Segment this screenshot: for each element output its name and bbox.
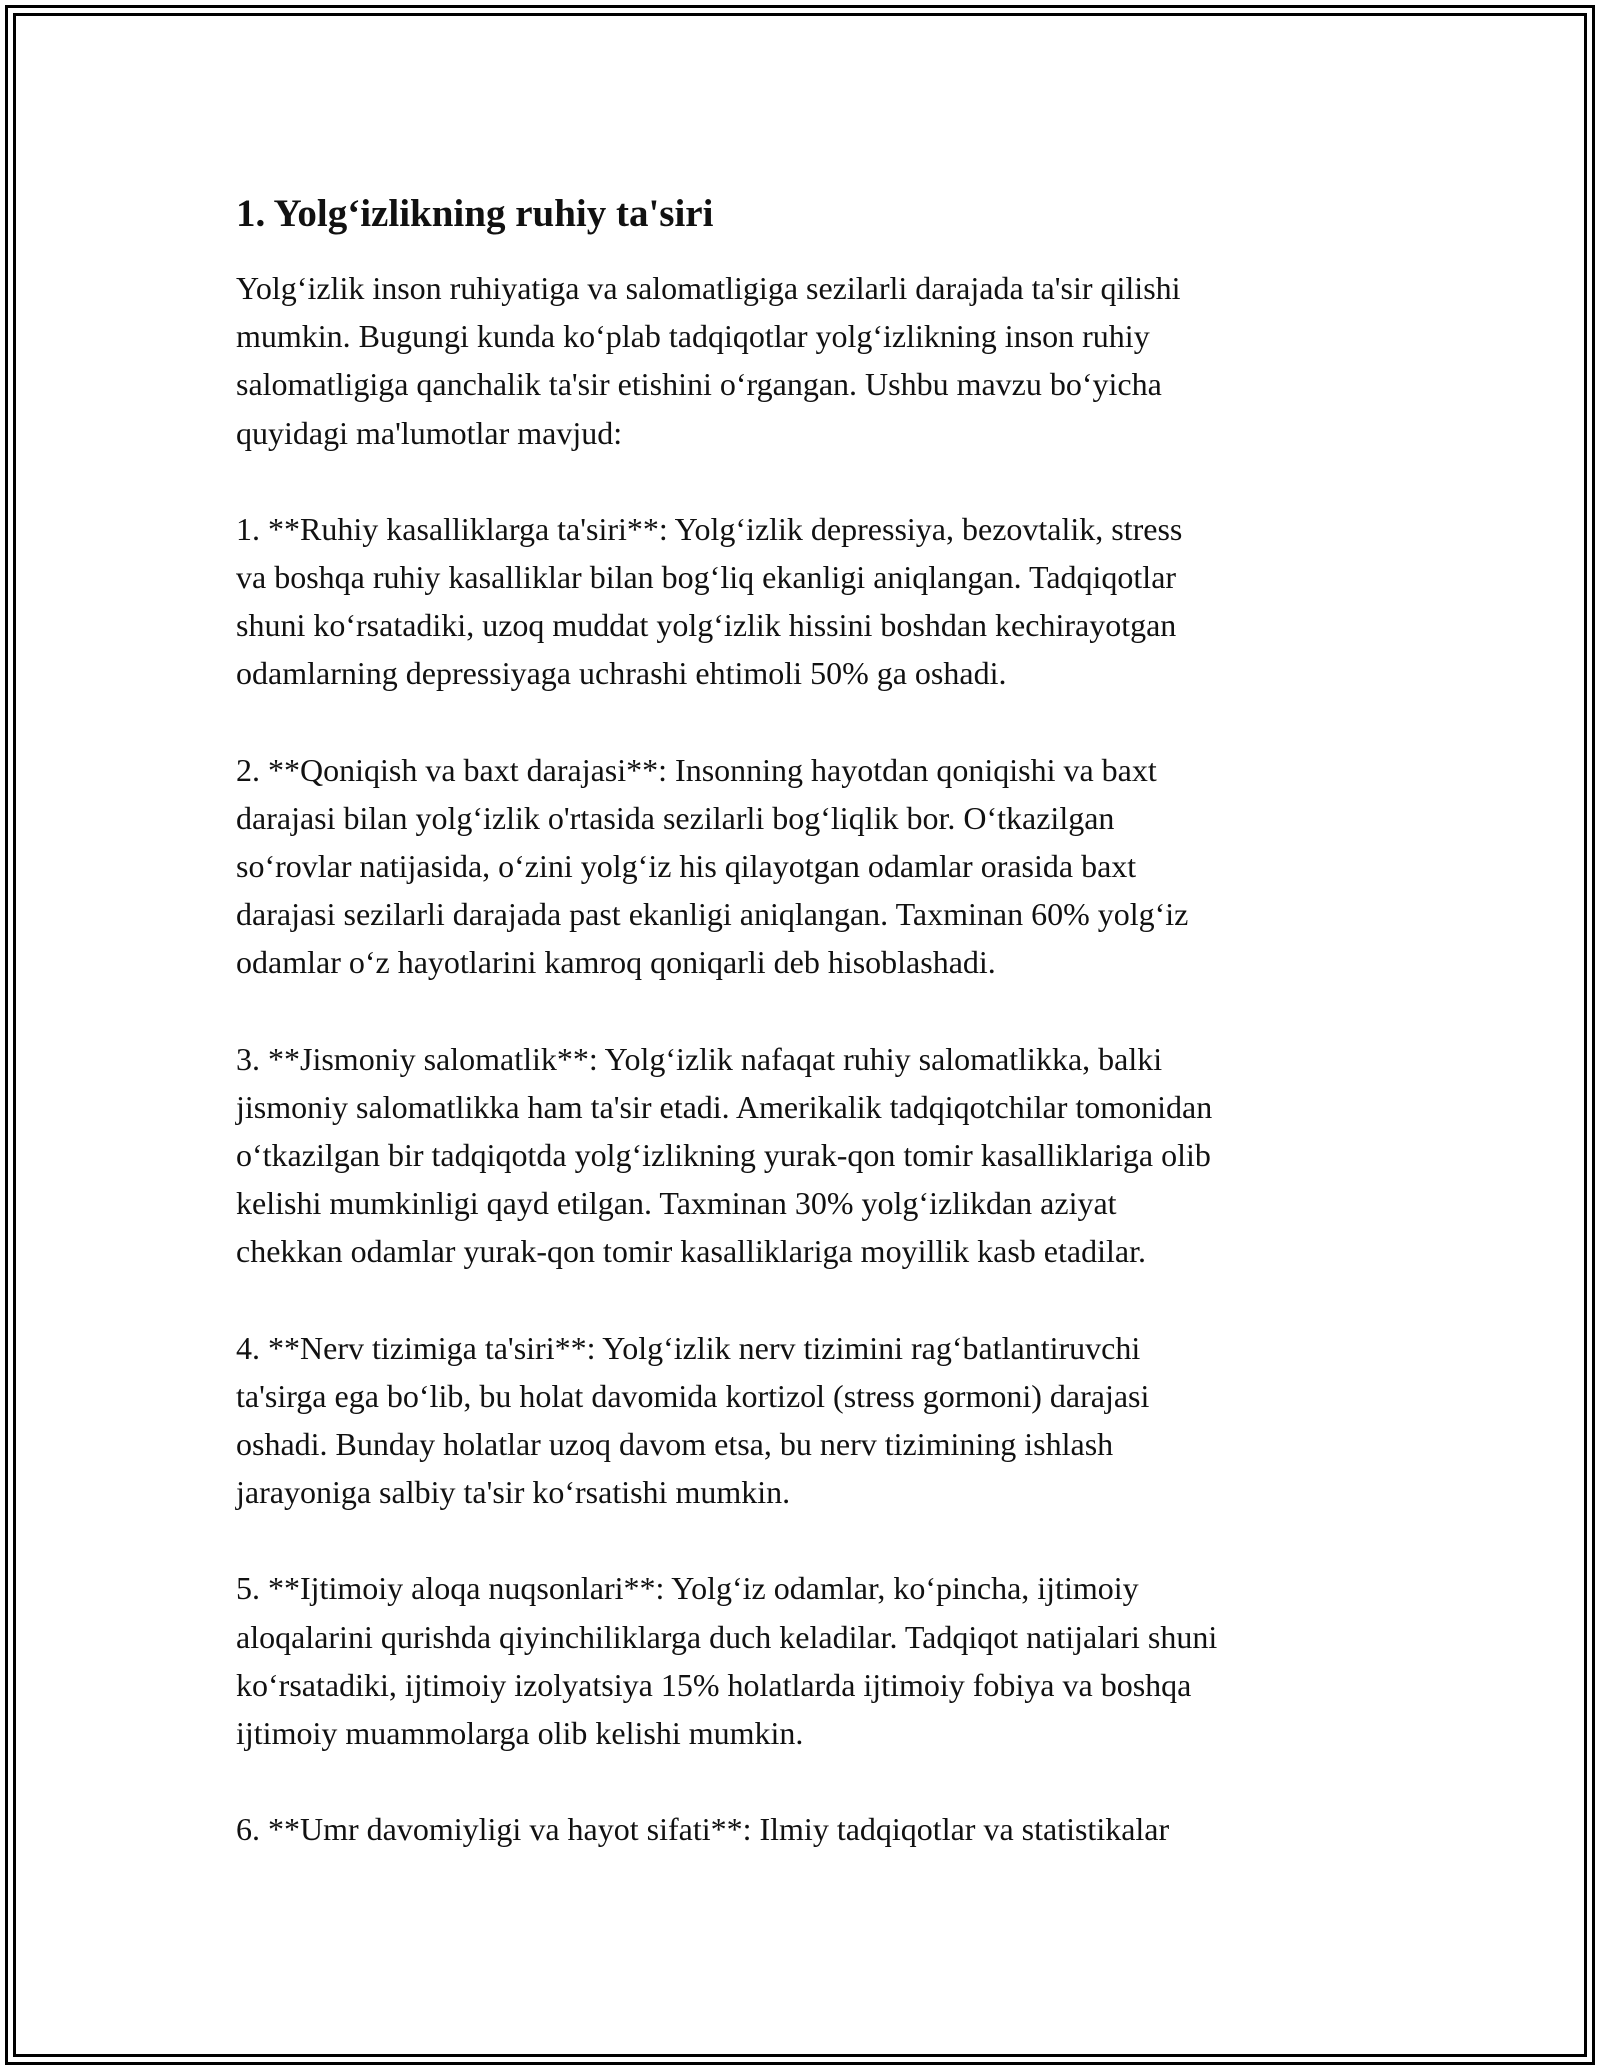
intro-paragraph: Yolg‘izlik inson ruhiyatiga va salomatligiga sezilarli darajada ta'sir qilishi mumkin. Bugungi kunda ko‘plab tadqiqotlar yolg‘izlikning inson ruhiy salomatligiga qanchalik ta'sir etishini o‘rgangan. Ushbu mavzu bo‘yicha quyidagi ma'lumotlar mavjud: bbox=[236, 270, 1181, 451]
point-5-paragraph: 5. **Ijtimoiy aloqa nuqsonlari**: Yolg‘iz odamlar, ko‘pincha, ijtimoiy aloqalarini qurishda qiyinchiliklarga duch keladilar. Tadqiqot natijalari shuni ko‘rsatadiki, ijtimoiy izolyatsiya 15% holatlarda ijtimoiy fobiya va boshqa ijtimoiy muammolarga olib kelishi mumkin. bbox=[236, 1570, 1218, 1752]
point-1-paragraph: 1. **Ruhiy kasalliklarga ta'siri**: Yolg‘izlik depressiya, bezovtalik, stress va boshqa ruhiy kasalliklar bilan bog‘liq ekanligi aniqlangan. Tadqiqotlar shuni ko‘rsatadiki, uzoq muddat yolg‘izlik hissini boshdan kechirayotgan odamlarning depressiyaga uchrashi ehtimoli 50% ga oshadi. bbox=[236, 510, 1183, 692]
point-2-paragraph: 2. **Qoniqish va baxt darajasi**: Insonning hayotdan qoniqishi va baxt darajasi bilan yolg‘izlik o'rtasida sezilarli bog‘liqlik bor. O‘tkazilgan so‘rovlar natijasida, o‘zini yolg‘iz his qilayotgan odamlar orasida baxt darajasi sezilarli darajada past ekanligi aniqlangan. Taxminan 60% yolg‘iz odamlar o‘z hayotlarini kamroq qoniqarli deb hisoblashadi. bbox=[236, 751, 1189, 981]
point-6-paragraph: 6. **Umr davomiyligi va hayot sifati**: Ilmiy tadqiqotlar va statistikalar bbox=[236, 1811, 1170, 1848]
document-body bbox=[236, 186, 1376, 1853]
point-3-paragraph: 3. **Jismoniy salomatlik**: Yolg‘izlik nafaqat ruhiy salomatlikka, balki jismoniy salomatlikka ham ta'sir etadi. Amerikalik tadqiqotchilar tomonidan o‘tkazilgan bir tadqiqotda yolg‘izlikning yurak-qon tomir kasalliklariga olib kelishi mumkinligi qayd etilgan. Taxminan 30% yolg‘izlikdan aziyat chekkan odamlar yurak-qon tomir kasalliklariga moyillik kasb etadilar. bbox=[236, 1040, 1213, 1270]
point-4-paragraph: 4. **Nerv tizimiga ta'siri**: Yolg‘izlik nerv tizimini rag‘batlantiruvchi ta'sirga ega bo‘lib, bu holat davomida kortizol (stress gormoni) darajasi oshadi. Bunday holatlar uzoq davom etsa, bu nerv tizimining ishlash jarayoniga salbiy ta'sir ko‘rsatishi mumkin. bbox=[236, 1329, 1150, 1511]
section-heading: 1. Yolg‘izlikning ruhiy ta'siri bbox=[236, 192, 714, 235]
